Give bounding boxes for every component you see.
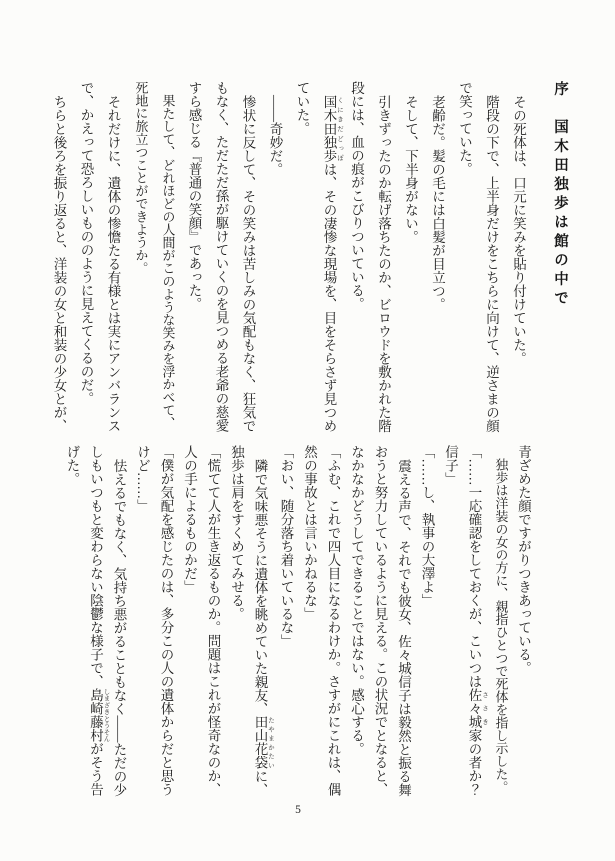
paragraph: 怯えるでもなく、気持ち悪がることもなく――ただの少しもいつもと変わらない陰鬱な様子で、島崎藤村 しまざきとうそんがそう告げた。 (64, 445, 127, 796)
paragraph: その死体は、口元に笑みを貼り付けていた。 (511, 94, 526, 365)
ruby-annotated-name: 田山花袋 たやまかたい (252, 715, 274, 769)
paragraph: 「慌てて人が生き返るものか。問題はこれが怪奇なのか、人の手によるものかだ」 (182, 445, 221, 796)
text-band-top (46, 81, 589, 435)
paragraph: 震える声で、それでも彼女、佐々城信子は毅然と振る舞おうと努力しているように見える。この状況でとなると、なかなかどうしてできることではない。感心する。 (349, 445, 411, 796)
chapter-title: 序 国木田独歩は館の中で (552, 81, 568, 309)
text-band-bottom (60, 445, 535, 806)
paragraph: 「……一応確認をしておくが、こいつは佐々城 ささき家の者か？信子」 (443, 445, 488, 796)
ruby-annotated-name: 島崎藤村 しまざきとうそん (88, 688, 110, 742)
paragraph: 階段の下で、上半身だけをこちらに向けて、逆さまの顔で笑っていた。 (457, 81, 499, 432)
paragraph: ちらと後ろを振り返ると、洋装の女と和装の少女とが、 (51, 94, 67, 432)
paragraph: 引きずったのか転げ落ちたのか、ビロウドを敷かれた階段には、血の痕がこびりついている。 (349, 81, 391, 432)
paragraph: 「……し、執事の大澤よ」 (419, 445, 435, 607)
paragraph: ――奇妙だ。 (267, 94, 283, 176)
paragraph: 老齢だ。髪の毛には白髪が目立つ。 (430, 94, 445, 311)
ruby-annotated-name: 国木田独歩 くにきだどっぽ (321, 94, 343, 162)
paragraph: そして、下半身がない。 (403, 94, 418, 243)
paragraph: 果たして、どれほどの人間がこのような笑みを浮かべて、死地に旅立つことができようか。 (133, 81, 175, 430)
paragraph: 惨状に反して、その笑みは苦しみの気配もなく、狂気でもなく、ただただ孫が駆けていくのを見つめる老爺の慈愛すら感じる『普通の笑顔』であった。 (186, 81, 256, 432)
paragraph: 独歩は洋装の女の方に、親指ひとつで死体を指し示した。 (493, 457, 508, 794)
paragraph: 「ふむ、これで四人目になるわけか。さすがにこれは、偶然の事故とは言いかねるな」 (302, 445, 341, 796)
paragraph: 「僕が気配を感じたのは、多分この人の遺体からだと思うけど……」 (135, 445, 174, 796)
paragraph: 国木田独歩 くにきだどっぽは、その凄惨な現場を、目をそらさず見つめていた。 (294, 81, 343, 432)
paragraph: 「おい、随分落ち着いているな」 (278, 445, 294, 648)
ruby-annotated-name: 佐々城 ささき (466, 688, 488, 729)
paragraph: 青ざめた顔ですがりつきあっている。 (516, 445, 531, 675)
paragraph: それだけに、遺体の惨憺たる有様とは実にアンバランスで、かえって恐ろしいもののように見えてくるのだ。 (78, 81, 121, 432)
paragraph: 隣で気味悪そうに遺体を眺めていた親友、田山花袋 たやまかたいに、独歩は肩をすくめてみせる。 (229, 445, 274, 796)
page-number: 5 (295, 804, 301, 816)
